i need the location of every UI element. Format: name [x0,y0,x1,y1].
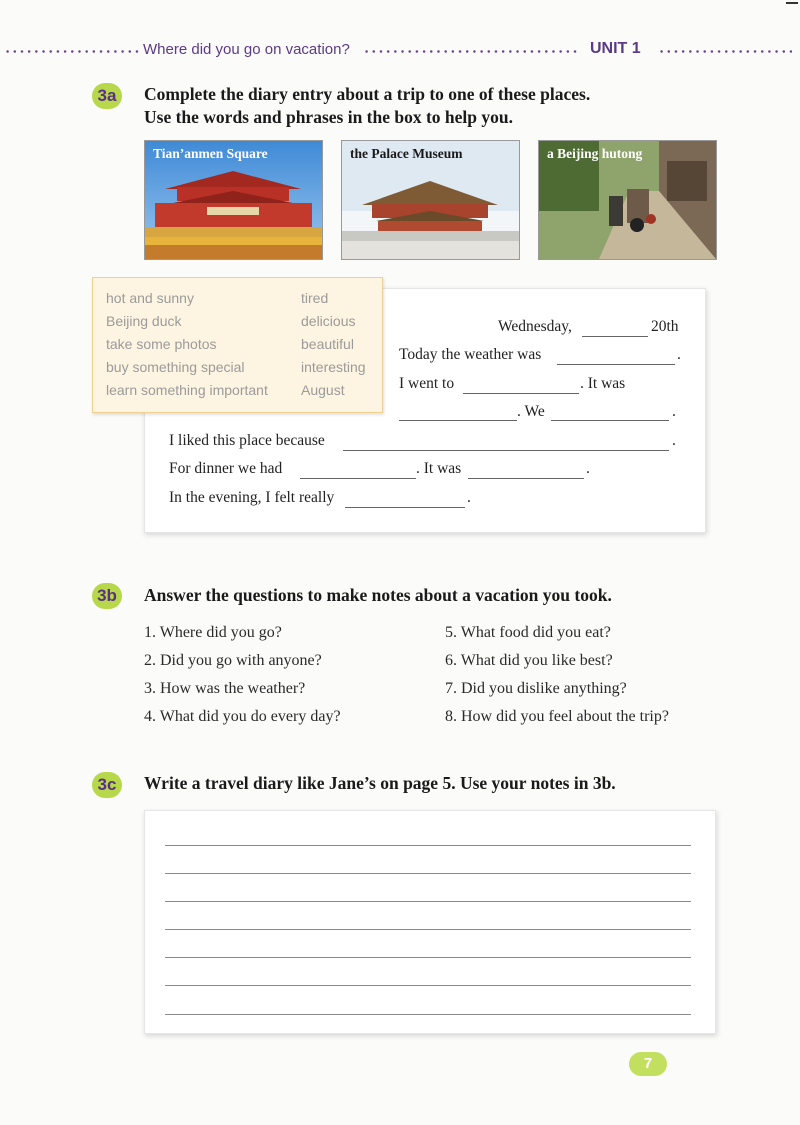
writing-line[interactable] [165,985,691,986]
went-to-blank[interactable] [463,393,579,394]
page-number: 7 [629,1052,667,1076]
question-item: 2. Did you go with anyone? [144,652,322,669]
corner-mark [786,2,798,4]
dinner-blank[interactable] [300,478,416,479]
badge-3a: 3a [92,83,122,109]
diary-date-day: Wednesday, [498,318,572,335]
diary-dinner-it-was-label: . It was [416,460,462,477]
diary-it-was-label: . It was [580,375,626,392]
evening-blank[interactable] [345,507,465,508]
instruction-3a-line1: Complete the diary entry about a trip to one of these places. [144,84,591,104]
period: . [467,489,471,506]
word-item: August [301,382,345,398]
photo-hutong [538,140,717,260]
photo-tiananmen [144,140,323,260]
word-item: take some photos [106,336,217,352]
word-item: delicious [301,313,356,329]
header-dots-middle [363,50,581,53]
we-blank[interactable] [551,420,669,421]
diary-liked-label: I liked this place because [169,432,325,449]
writing-line[interactable] [165,1014,691,1015]
period: . [672,403,676,420]
word-item: interesting [301,359,366,375]
question-item: 1. Where did you go? [144,624,282,641]
question-item: 6. What did you like best? [445,652,613,669]
it-was-blank[interactable] [399,420,517,421]
instruction-3b: Answer the questions to make notes about a vacation you took. [144,585,612,605]
word-item: tired [301,290,329,306]
badge-3c: 3c [92,772,122,798]
diary-we-label: . We [517,403,545,420]
photo-caption-palace-museum: the Palace Museum [350,146,463,161]
diary-weather-label: Today the weather was [399,346,542,363]
photo-palace-museum [341,140,520,260]
dinner-it-was-blank[interactable] [468,478,584,479]
header-dots-left [4,50,140,53]
photo-caption-tiananmen: Tian’anmen Square [153,146,268,161]
writing-line[interactable] [165,929,691,930]
weather-blank[interactable] [557,364,675,365]
word-item: beautiful [301,336,354,352]
header-dots-right [658,50,792,53]
date-blank[interactable] [582,336,648,337]
photo-caption-hutong: a Beijing hutong [547,146,643,161]
question-item: 3. How was the weather? [144,680,306,697]
instruction-3a [144,83,590,129]
writing-line[interactable] [165,873,691,874]
writing-line[interactable] [165,957,691,958]
question-item: 8. How did you feel about the trip? [445,708,669,725]
page-header [0,38,800,64]
diary-evening-label: In the evening, I felt really [169,489,335,506]
writing-line[interactable] [165,845,691,846]
unit-label: UNIT 1 [590,40,641,57]
liked-blank[interactable] [343,450,669,451]
question-item: 4. What did you do every day? [144,708,341,725]
instruction-3a-line2: Use the words and phrases in the box to help you. [144,107,514,127]
writing-area[interactable] [144,810,716,1034]
question-item: 5. What food did you eat? [445,624,611,641]
instruction-3c: Write a travel diary like Jane’s on page 5. Use your notes in 3b. [144,773,616,793]
word-item: Beijing duck [106,313,182,329]
period: . [586,460,590,477]
diary-went-to-label: I went to [399,375,455,392]
diary-date-num: 20th [651,318,679,335]
word-item: hot and sunny [106,290,194,306]
question-item: 7. Did you dislike anything? [445,680,627,697]
badge-3b: 3b [92,583,122,609]
header-title: Where did you go on vacation? [143,41,350,58]
diary-dinner-label: For dinner we had [169,460,283,477]
period: . [672,432,676,449]
word-item: learn something important [106,382,268,398]
writing-line[interactable] [165,901,691,902]
period: . [677,346,681,363]
word-item: buy something special [106,359,245,375]
word-box [92,277,383,413]
